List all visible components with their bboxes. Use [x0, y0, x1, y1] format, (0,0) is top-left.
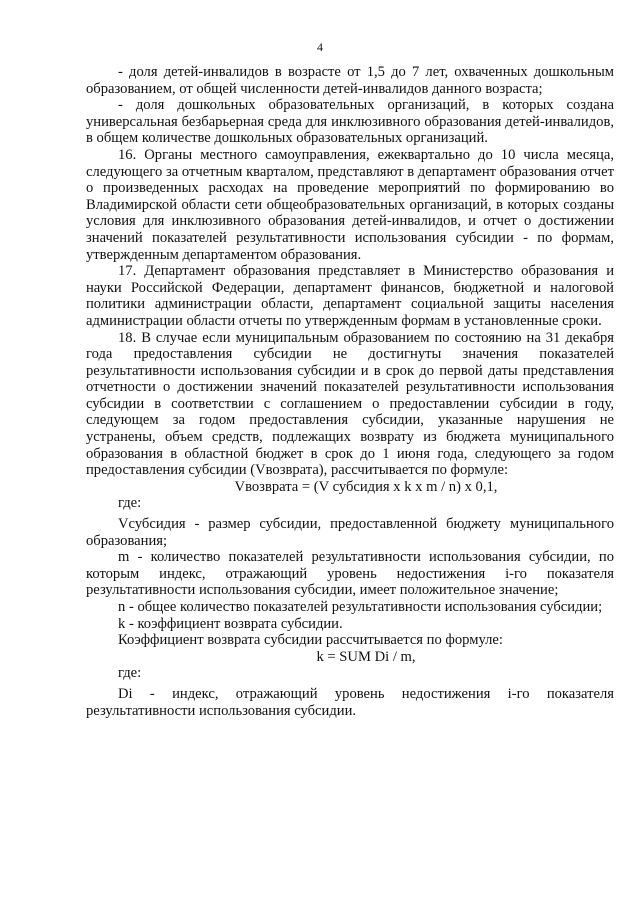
- paragraph-18: 18. В случае если муниципальным образованием по состоянию на 31 декабря года предоставления субсидии не достигнуты значения показателей результативности использования субсидии и в срок до первой даты представления отчетности о достижении значений показателей результативности использования субсидии в соответствии с соглашением о предоставлении субсидии в году, следующем за годом предоставления субсидии, указанные нарушения не устранены, объем средств, подлежащих возврату из бюджета муниципального образования в областной бюджет в срок до 1 июня года, следующего за годом предоставления субсидии (Vвозврата), рассчитывается по формуле:: [86, 329, 614, 479]
- page-number: 4: [317, 40, 323, 54]
- paragraph-17: 17. Департамент образования представляет в Министерство образования и науки Российской Федерации, департамент финансов, бюджетной и налоговой политики администрации области, департамент социальной защиты населения администрации области отчеты по утвержденным формам в установленные сроки.: [86, 263, 614, 329]
- paragraph-indicator-children: - доля детей-инвалидов в возрасте от 1,5 до 7 лет, охваченных дошкольным образованием, от общей численности детей-инвалидов данного возраста;: [86, 64, 614, 97]
- formula-refund-volume: Vвозврата = (V субсидия x k x m / n) x 0,1,: [234, 478, 498, 495]
- document-body: [86, 64, 614, 719]
- paragraph-16: 16. Органы местного самоуправления, ежеквартально до 10 числа месяца, следующего за отчетным кварталом, представляют в департамент образования отчет о произведенных расходах на проведение мероприятий по формированию во Владимирской области сети общеобразовательных организаций, в которых созданы условия для инклюзивного образования детей-инвалидов, и отчет о достижении значений показателей результативности использования субсидии - по формам, утвержденным департаментом образования.: [86, 146, 614, 263]
- paragraph-indicator-organizations: - доля дошкольных образовательных организаций, в которых создана универсальная безбарьерная среда для инклюзивного образования детей-инвалидов, в общем количестве дошкольных образовательных организаций.: [86, 97, 614, 147]
- coefficient-intro: Коэффициент возврата субсидии рассчитывается по формуле:: [118, 632, 503, 649]
- where-label-2: где:: [118, 665, 142, 682]
- definition-v-subsidy: Vсубсидия - размер субсидии, предоставленной бюджету муниципального образования;: [86, 516, 614, 549]
- where-label-1: где:: [118, 495, 142, 512]
- definition-di: Di - индекс, отражающий уровень недостижения i-го показателя результативности использования субсидии.: [86, 685, 614, 719]
- formula-coefficient: k = SUM Di / m,: [316, 648, 416, 665]
- definition-k: k - коэффициент возврата субсидии.: [118, 615, 343, 632]
- definition-m: m - количество показателей результативности использования субсидии, по которым индекс, отражающий уровень недостижения i-го показателя результативности использования субсидии, имеет положительное значение;: [86, 549, 614, 599]
- definition-n: n - общее количество показателей результативности использования субсидии;: [118, 599, 603, 615]
